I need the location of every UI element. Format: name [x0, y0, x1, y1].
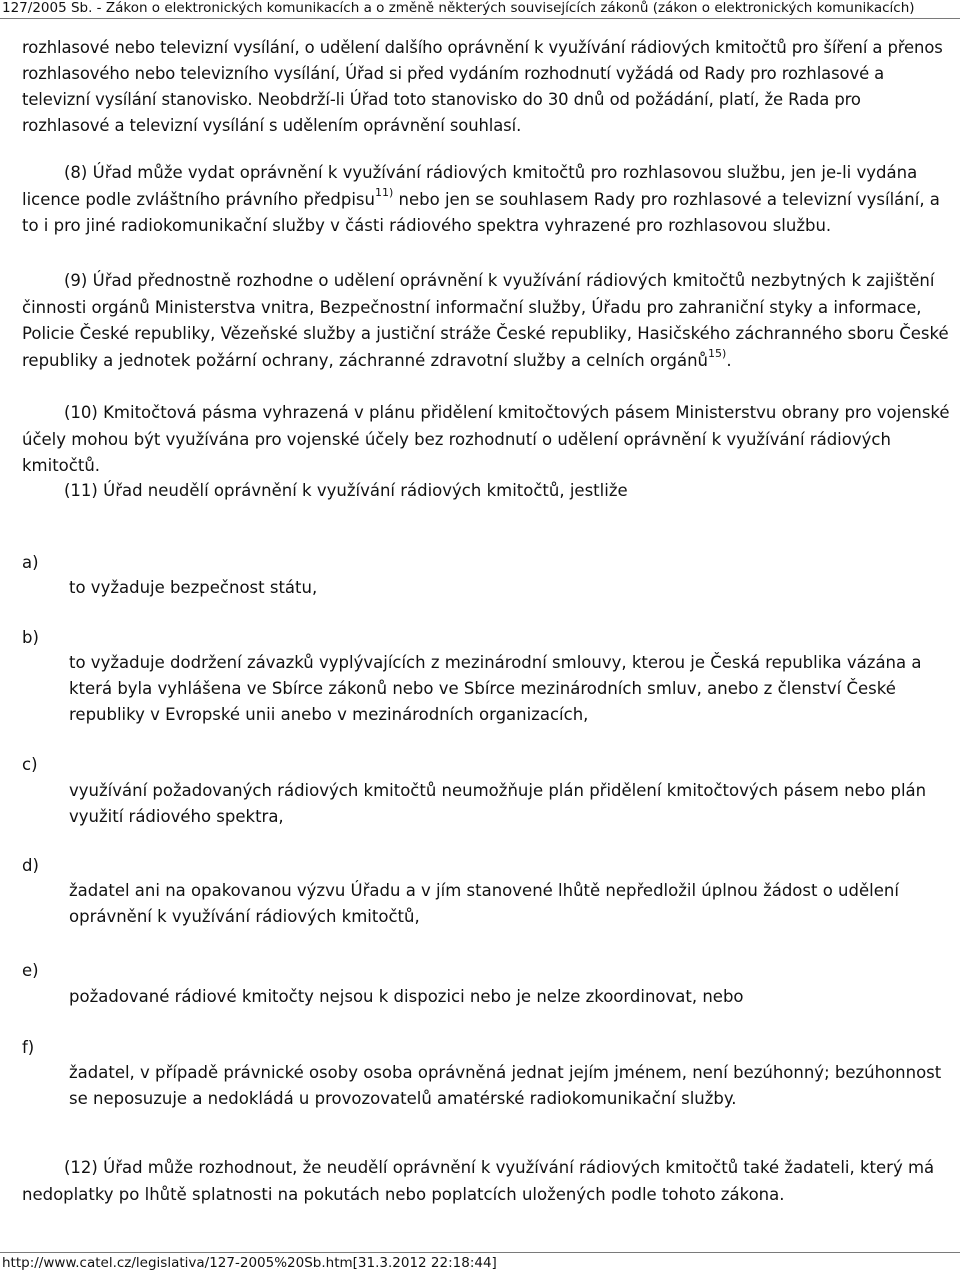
document-header: 127/2005 Sb. - Zákon o elektronických komunikacích a o změně některých souvisejících zákonů (zákon o elektronických komunikacích) — [2, 0, 915, 16]
paragraph-12 — [22, 1155, 957, 1208]
list-marker-b: b) — [22, 628, 39, 647]
list-marker-e: e) — [22, 961, 39, 980]
paragraph-11-intro — [22, 478, 957, 505]
list-item-b: to vyžaduje dodržení závazků vyplývajících z mezinárodní smlouvy, kterou je Česká republika vázána a která byla vyhlášena ve Sbírce zákonů nebo ve Sbírce mezinárodních smluv, anebo z členství České republiky v Evropské unii anebo v mezinárodních organizacích, — [69, 653, 922, 724]
footnote-ref-15[interactable]: 15) — [708, 347, 727, 360]
footnote-ref-11[interactable]: 11) — [374, 186, 394, 199]
list-item-f: žadatel, v případě právnické osoby osoba oprávněná jednat jejím jménem, není bezúhonný; bezúhonnost se neposuzuje a nedokládá u provozovatelů amatérské radiokomunikační služby. — [69, 1063, 942, 1108]
paragraph-9 — [22, 268, 957, 374]
paragraph-9-text-a: (9) Úřad přednostně rozhodne o udělení oprávnění k využívání rádiových kmitočtů nezbytných k zajištění činnosti orgánů Ministerstva vnitra, Bezpečnostní informační služby, Úřadu pro zahraniční styky a informace, Policie České republiky, Vězeňské služby a justiční stráže České republiky, Hasičského záchranného sboru České republiky a jednotek požární ochrany, záchranné zdravotní služby a celních orgánů — [22, 271, 949, 370]
list-marker-a: a) — [22, 553, 39, 572]
list-item-c: využívání požadovaných rádiových kmitočtů neumožňuje plán přidělení kmitočtových pásem nebo plán využití rádiového spektra, — [69, 781, 927, 826]
paragraph-11-text: (11) Úřad neudělí oprávnění k využívání rádiových kmitočtů, jestliže — [64, 481, 628, 500]
paragraph-8 — [22, 160, 957, 240]
list-marker-f: f) — [22, 1038, 35, 1057]
list-item-e: požadované rádiové kmitočty nejsou k dispozici nebo je nelze zkoordinovat, nebo — [69, 987, 744, 1006]
paragraph-12-text: (12) Úřad může rozhodnout, že neudělí oprávnění k využívání rádiových kmitočtů také žadateli, který má nedoplatky po lhůtě splatnosti na pokutách nebo poplatcích uložených podle tohoto zákona. — [22, 1158, 935, 1204]
paragraph-8-text-b: nebo jen se souhlasem Rady pro rozhlasové a televizní vysílání, a to i pro jiné radiokomunikační služby v části rádiového spektra vyhrazené pro rozhlasovou službu. — [22, 189, 940, 235]
footer-url[interactable]: http://www.catel.cz/legislativa/127-2005%20Sb.htm[31.3.2012 22:18:44] — [2, 1255, 497, 1271]
paragraph-8-text-a: (8) Úřad může vydat oprávnění k využívání rádiových kmitočtů pro rozhlasovou službu, jen je-li vydána licence podle zvláštního právního předpisu — [22, 163, 918, 209]
list-marker-c: c) — [22, 755, 38, 774]
header-divider — [0, 18, 960, 19]
paragraph-10-text: (10) Kmitočtová pásma vyhrazená v plánu přidělení kmitočtových pásem Ministerstvu obrany pro vojenské účely mohou být využívána pro vojenské účely bez rozhodnutí o udělení oprávnění k využívání rádiových kmitočtů. — [22, 403, 950, 475]
paragraph-9-text-b: . — [726, 350, 732, 370]
paragraph-10 — [22, 400, 957, 480]
intro-paragraph: rozhlasové nebo televizní vysílání, o udělení dalšího oprávnění k využívání rádiových kmitočtů pro šíření a přenos rozhlasového nebo televizního vysílání, Úřad si před vydáním rozhodnutí vyžádá od Rady pro rozhlasové a televizní vysílání stanovisko. Neobdrží-li Úřad toto stanovisko do 30 dnů od požádání, platí, že Rada pro rozhlasové a televizní vysílání s udělením oprávnění souhlasí. — [22, 38, 943, 135]
list-marker-d: d) — [22, 856, 39, 875]
footer-divider — [0, 1252, 960, 1253]
list-item-a: to vyžaduje bezpečnost státu, — [69, 578, 318, 597]
list-item-d: žadatel ani na opakovanou výzvu Úřadu a v jím stanovené lhůtě nepředložil úplnou žádost o udělení oprávnění k využívání rádiových kmitočtů, — [69, 881, 899, 926]
